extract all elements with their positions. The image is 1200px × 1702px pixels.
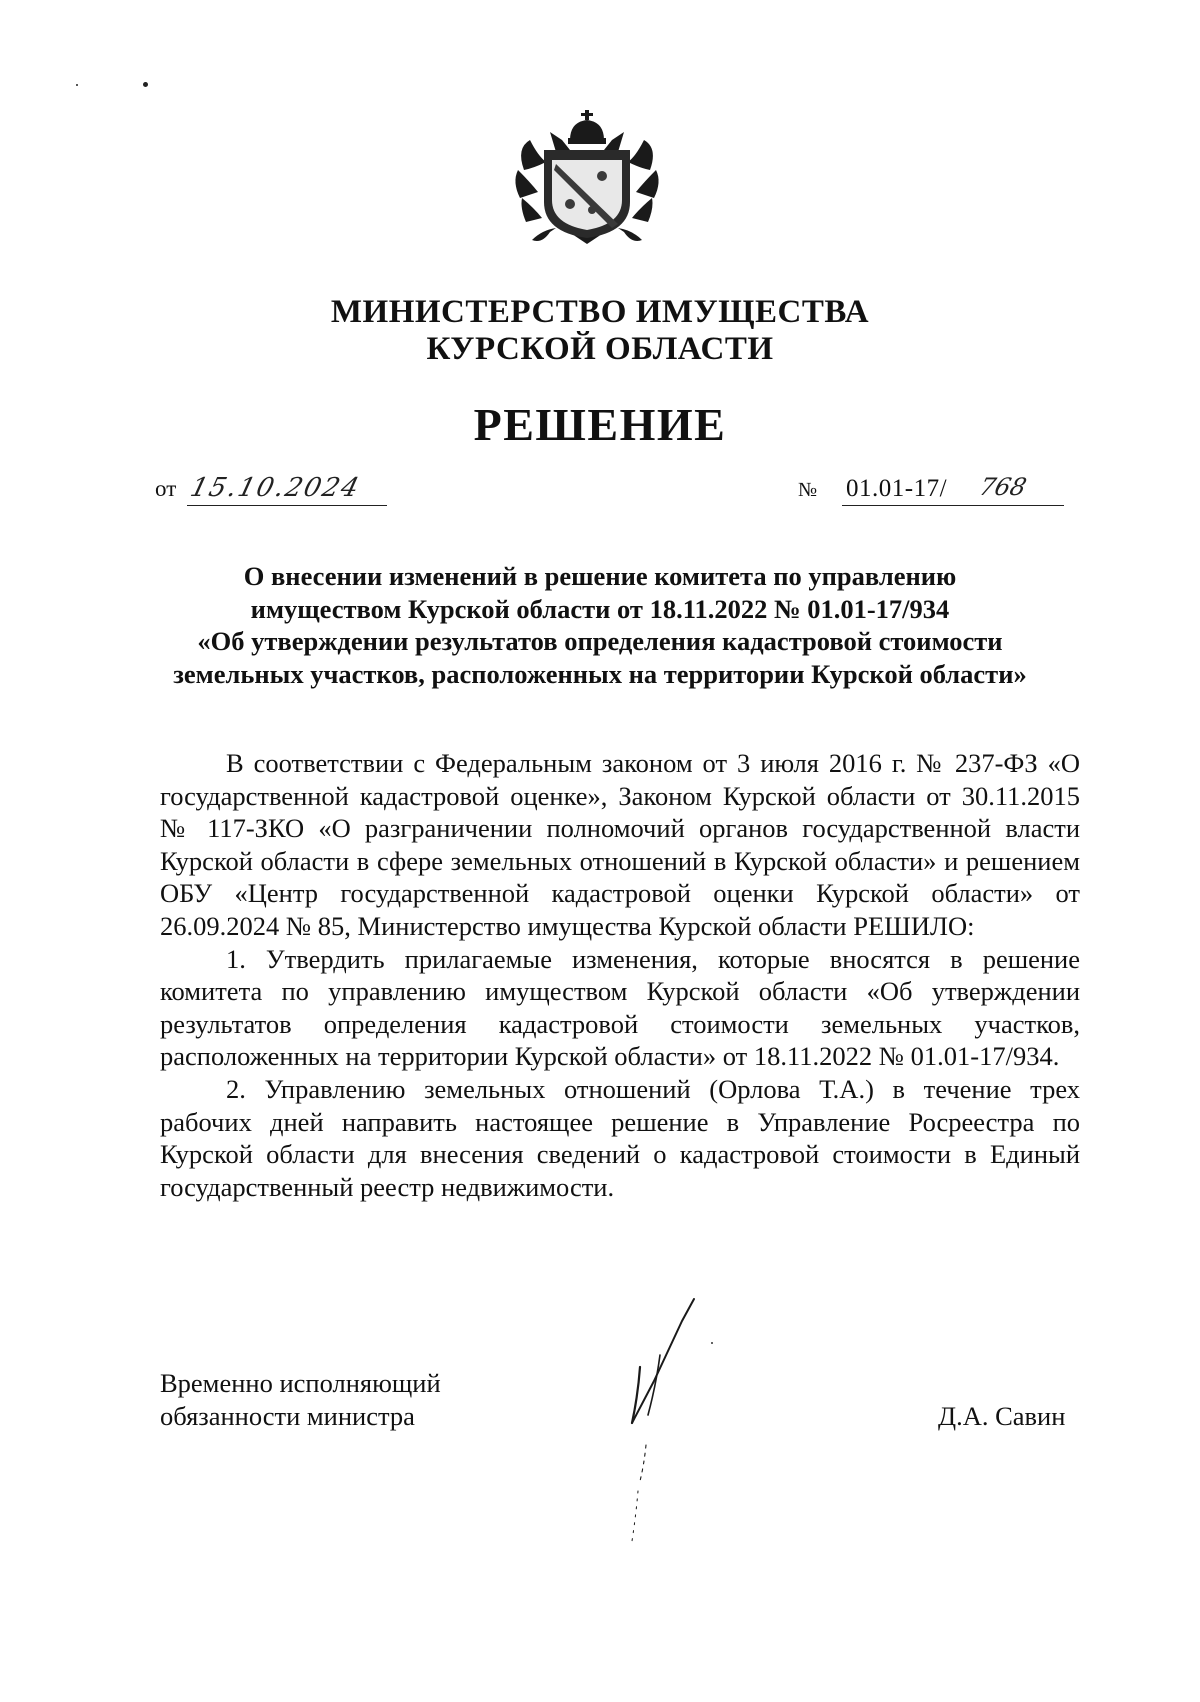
position-line: Временно исполняющий (160, 1368, 441, 1398)
decision-item-1: 1. Утвердить прилагаемые изменения, которые вносятся в решение комитета по управлению имуществом Курской области «Об утверждении результатов определения кадастровой стоимости земельных участков, расположенных на территории Курской области» от 18.11.2022 № 01.01-17/934. (160, 943, 1080, 1072)
date-underline (187, 505, 387, 507)
decision-item-2: 2. Управлению земельных отношений (Орлова Т.А.) в течение трех рабочих дней направить настоящее решение в Управление Росреестра по Курской области для внесения сведений о кадастровой стоимости в Единый государственный реестр недвижимости. (160, 1073, 1080, 1202)
coat-of-arms-icon (512, 110, 662, 244)
handwritten-number: 768 (976, 473, 1030, 501)
subject-line: О внесении изменений в решение комитета по управлению (243, 561, 957, 591)
preamble-paragraph: В соответствии с Федеральным законом от 3 июля 2016 г. № 237-ФЗ «О государственной кадастровой оценке», Законом Курской области от 30.11.2015 № 117-ЗКО «О разграничении полномочий органов государственной власти Курской области в сфере земельных отношений в Курской области» и решением ОБУ «Центр государственной кадастровой оценки Курской области» от 26.09.2024 № 85, Министерство имущества Курской области РЕШИЛО: (160, 748, 1080, 941)
handwritten-date: 15.10.2024 (187, 473, 364, 503)
number-underline (842, 505, 1064, 507)
number-printed: 01.01-17/ (846, 475, 948, 502)
scan-speck (76, 84, 78, 86)
decision-body (160, 747, 1080, 1203)
handwritten-signature (620, 1295, 730, 1545)
scan-speck (143, 82, 148, 87)
decision-subject (120, 560, 1080, 690)
number-label: № (798, 479, 818, 501)
signatory-position (160, 1367, 441, 1433)
signatory-name: Д.А. Савин (938, 1401, 1066, 1431)
subject-line: земельных участков, расположенных на территории Курской области» (173, 658, 1027, 689)
date-label: от (155, 476, 177, 501)
decision-date (155, 474, 390, 506)
decision-number (798, 474, 1066, 506)
ministry-name-line2: КУРСКОЙ ОБЛАСТИ (426, 331, 774, 367)
document-title: РЕШЕНИЕ (473, 399, 727, 450)
position-line: обязанности министра (160, 1401, 415, 1431)
ministry-name-line1: МИНИСТЕРСТВО ИМУЩЕСТВА (330, 294, 870, 330)
subject-line: имуществом Курской области от 18.11.2022 № 01.01-17/934 (250, 593, 950, 624)
subject-line: «Об утверждении результатов определения кадастровой стоимости (197, 626, 1003, 656)
